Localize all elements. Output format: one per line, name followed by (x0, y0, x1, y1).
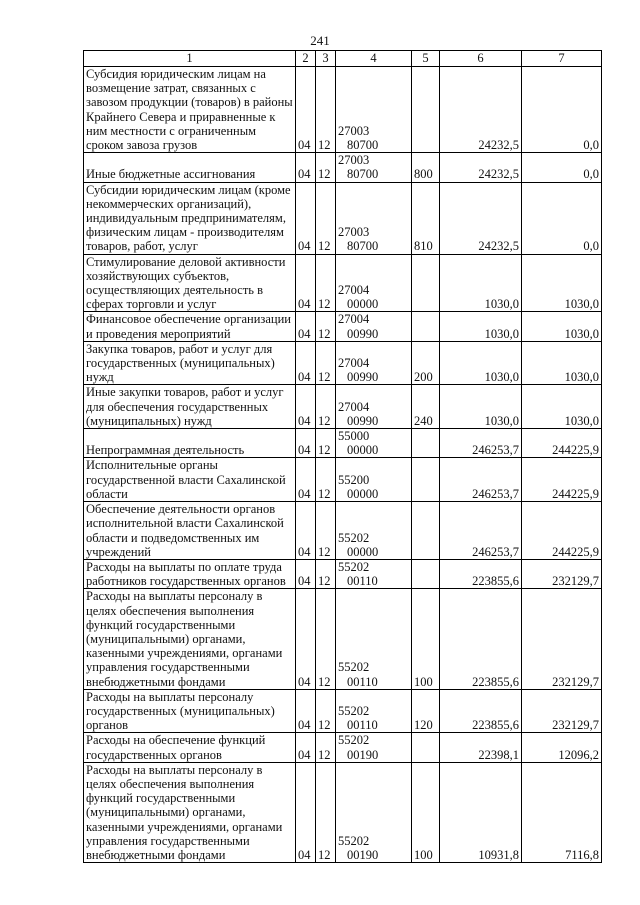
article-code-part: 00190 (347, 747, 379, 762)
expense-kind-code: 240 (412, 385, 440, 429)
expense-name: Иные закупки товаров, работ и услуг для обеспечения государственных (муниципальных) нужд (84, 385, 296, 429)
amount-col6: 10931,8 (440, 762, 522, 862)
amount-col6: 223855,6 (440, 589, 522, 689)
article-code-part: 55202 (338, 660, 370, 675)
amount-col6: 24232,5 (440, 67, 522, 153)
article-code-part: 00190 (347, 847, 379, 862)
table-row (84, 312, 602, 341)
target-article-code (336, 733, 412, 762)
expense-kind-code: 120 (412, 689, 440, 733)
amount-col7: 232129,7 (522, 589, 602, 689)
expense-name: Расходы на выплаты персоналу в целях обеспечения выполнения функций государственными (муниципальными) органами, казенными учреждениями, органами управления государственными внебюджетными фондами (84, 589, 296, 689)
amount-col6: 1030,0 (440, 254, 522, 312)
article-code-part: 55202 (338, 530, 370, 545)
section-code: 04 (296, 312, 316, 341)
expense-kind-code (412, 254, 440, 312)
expense-name: Финансовое обеспечение организации и проведения мероприятий (84, 312, 296, 341)
table-row (84, 589, 602, 689)
table-row (84, 182, 602, 254)
section-code: 04 (296, 589, 316, 689)
subsection-code: 12 (316, 458, 336, 502)
section-code: 04 (296, 254, 316, 312)
expense-kind-code (412, 502, 440, 560)
amount-col6: 1030,0 (440, 385, 522, 429)
amount-col6: 246253,7 (440, 458, 522, 502)
table-row (84, 559, 602, 588)
amount-col7: 1030,0 (522, 312, 602, 341)
expense-name: Обеспечение деятельности органов исполнительной власти Сахалинской области и подведомственных им учреждений (84, 502, 296, 560)
article-code-part: 00000 (347, 443, 379, 458)
expense-name: Расходы на выплаты персоналу государственных (муниципальных) органов (84, 689, 296, 733)
target-article-code (336, 341, 412, 385)
target-article-code (336, 502, 412, 560)
column-header: 2 (296, 51, 316, 67)
article-code-part: 27004 (338, 399, 370, 414)
target-article-code (336, 559, 412, 588)
amount-col7: 1030,0 (522, 341, 602, 385)
table-row (84, 502, 602, 560)
amount-col7: 0,0 (522, 182, 602, 254)
expense-kind-code: 100 (412, 762, 440, 862)
section-code: 04 (296, 733, 316, 762)
column-header: 5 (412, 51, 440, 67)
subsection-code: 12 (316, 312, 336, 341)
subsection-code: 12 (316, 182, 336, 254)
column-header: 3 (316, 51, 336, 67)
section-code: 04 (296, 153, 316, 182)
subsection-code: 12 (316, 429, 336, 458)
subsection-code: 12 (316, 689, 336, 733)
subsection-code: 12 (316, 762, 336, 862)
expense-kind-code: 200 (412, 341, 440, 385)
section-code: 04 (296, 385, 316, 429)
budget-table (83, 50, 602, 863)
table-row (84, 153, 602, 182)
amount-col7: 1030,0 (522, 385, 602, 429)
table-row (84, 762, 602, 862)
article-code-part: 00110 (347, 574, 378, 589)
expense-name: Расходы на выплаты по оплате труда работников государственных органов (84, 559, 296, 588)
section-code: 04 (296, 458, 316, 502)
article-code-part: 27004 (338, 312, 370, 327)
subsection-code: 12 (316, 254, 336, 312)
column-header: 6 (440, 51, 522, 67)
amount-col7: 244225,9 (522, 458, 602, 502)
amount-col6: 246253,7 (440, 502, 522, 560)
amount-col6: 24232,5 (440, 182, 522, 254)
article-code-part: 55000 (338, 429, 370, 444)
subsection-code: 12 (316, 502, 336, 560)
expense-kind-code (412, 312, 440, 341)
expense-name: Расходы на обеспечение функций государственных органов (84, 733, 296, 762)
article-code-part: 55202 (338, 703, 370, 718)
section-code: 04 (296, 182, 316, 254)
target-article-code (336, 254, 412, 312)
target-article-code (336, 689, 412, 733)
expense-kind-code (412, 733, 440, 762)
expense-kind-code: 810 (412, 182, 440, 254)
amount-col7: 7116,8 (522, 762, 602, 862)
amount-col6: 1030,0 (440, 341, 522, 385)
article-code-part: 27003 (338, 225, 370, 240)
expense-kind-code: 800 (412, 153, 440, 182)
article-code-part: 00990 (347, 413, 379, 428)
expense-kind-code (412, 458, 440, 502)
column-header: 1 (84, 51, 296, 67)
article-code-part: 55200 (338, 472, 370, 487)
amount-col7: 1030,0 (522, 254, 602, 312)
article-code-part: 00000 (347, 297, 379, 312)
section-code: 04 (296, 429, 316, 458)
article-code-part: 00990 (347, 326, 379, 341)
amount-col6: 223855,6 (440, 689, 522, 733)
amount-col7: 232129,7 (522, 689, 602, 733)
page-number: 241 (310, 33, 330, 48)
article-code-part: 27004 (338, 356, 370, 371)
amount-col6: 22398,1 (440, 733, 522, 762)
subsection-code: 12 (316, 67, 336, 153)
section-code: 04 (296, 762, 316, 862)
amount-col7: 232129,7 (522, 559, 602, 588)
expense-name: Стимулирование деловой активности хозяйствующих субъектов, осуществляющих деятельность в сферах торговли и услуг (84, 254, 296, 312)
amount-col7: 244225,9 (522, 429, 602, 458)
target-article-code (336, 589, 412, 689)
section-code: 04 (296, 559, 316, 588)
expense-kind-code (412, 429, 440, 458)
article-code-part: 00000 (347, 544, 379, 559)
expense-name: Субсидия юридическим лицам на возмещение затрат, связанных с завозом продукции (товаров) в районы Крайнего Севера и приравненные к ним местности с ограниченным сроком завоза грузов (84, 67, 296, 153)
table-row (84, 385, 602, 429)
table-row (84, 67, 602, 153)
article-code-part: 27003 (338, 153, 370, 168)
article-code-part: 80700 (347, 239, 379, 254)
expense-kind-code (412, 559, 440, 588)
article-code-part: 55202 (338, 559, 370, 574)
subsection-code: 12 (316, 385, 336, 429)
target-article-code (336, 67, 412, 153)
expense-name: Иные бюджетные ассигнования (84, 153, 296, 182)
amount-col6: 24232,5 (440, 153, 522, 182)
article-code-part: 00990 (347, 370, 379, 385)
column-header: 4 (336, 51, 412, 67)
expense-name: Закупка товаров, работ и услуг для государственных (муниципальных) нужд (84, 341, 296, 385)
article-code-part: 55202 (338, 733, 370, 748)
subsection-code: 12 (316, 733, 336, 762)
table-row (84, 689, 602, 733)
target-article-code (336, 182, 412, 254)
amount-col6: 1030,0 (440, 312, 522, 341)
column-header: 7 (522, 51, 602, 67)
article-code-part: 00110 (347, 718, 378, 733)
expense-name: Субсидии юридическим лицам (кроме некоммерческих организаций), индивидуальным предпринимателям, физическим лицам - производителям товаров, работ, услуг (84, 182, 296, 254)
amount-col6: 246253,7 (440, 429, 522, 458)
amount-col7: 12096,2 (522, 733, 602, 762)
subsection-code: 12 (316, 153, 336, 182)
table-row (84, 341, 602, 385)
section-code: 04 (296, 341, 316, 385)
section-code: 04 (296, 689, 316, 733)
expense-name: Исполнительные органы государственной власти Сахалинской области (84, 458, 296, 502)
subsection-code: 12 (316, 559, 336, 588)
expense-name: Непрограммная деятельность (84, 429, 296, 458)
expense-kind-code (412, 67, 440, 153)
table-row (84, 429, 602, 458)
article-code-part: 80700 (347, 167, 379, 182)
amount-col7: 0,0 (522, 67, 602, 153)
table-row (84, 733, 602, 762)
section-code: 04 (296, 67, 316, 153)
target-article-code (336, 762, 412, 862)
subsection-code: 12 (316, 589, 336, 689)
amount-col7: 244225,9 (522, 502, 602, 560)
expense-name: Расходы на выплаты персоналу в целях обеспечения выполнения функций государственными (муниципальными) органами, казенными учреждениями, органами управления государственными внебюджетными фондами (84, 762, 296, 862)
amount-col7: 0,0 (522, 153, 602, 182)
subsection-code: 12 (316, 341, 336, 385)
section-code: 04 (296, 502, 316, 560)
amount-col6: 223855,6 (440, 559, 522, 588)
article-code-part: 00110 (347, 674, 378, 689)
target-article-code (336, 153, 412, 182)
table-row (84, 254, 602, 312)
table-row (84, 458, 602, 502)
article-code-part: 27003 (338, 123, 370, 138)
target-article-code (336, 429, 412, 458)
article-code-part: 80700 (347, 138, 379, 153)
header-row (84, 51, 602, 67)
article-code-part: 00000 (347, 486, 379, 501)
article-code-part: 55202 (338, 833, 370, 848)
expense-kind-code: 100 (412, 589, 440, 689)
article-code-part: 27004 (338, 283, 370, 298)
target-article-code (336, 385, 412, 429)
target-article-code (336, 312, 412, 341)
target-article-code (336, 458, 412, 502)
